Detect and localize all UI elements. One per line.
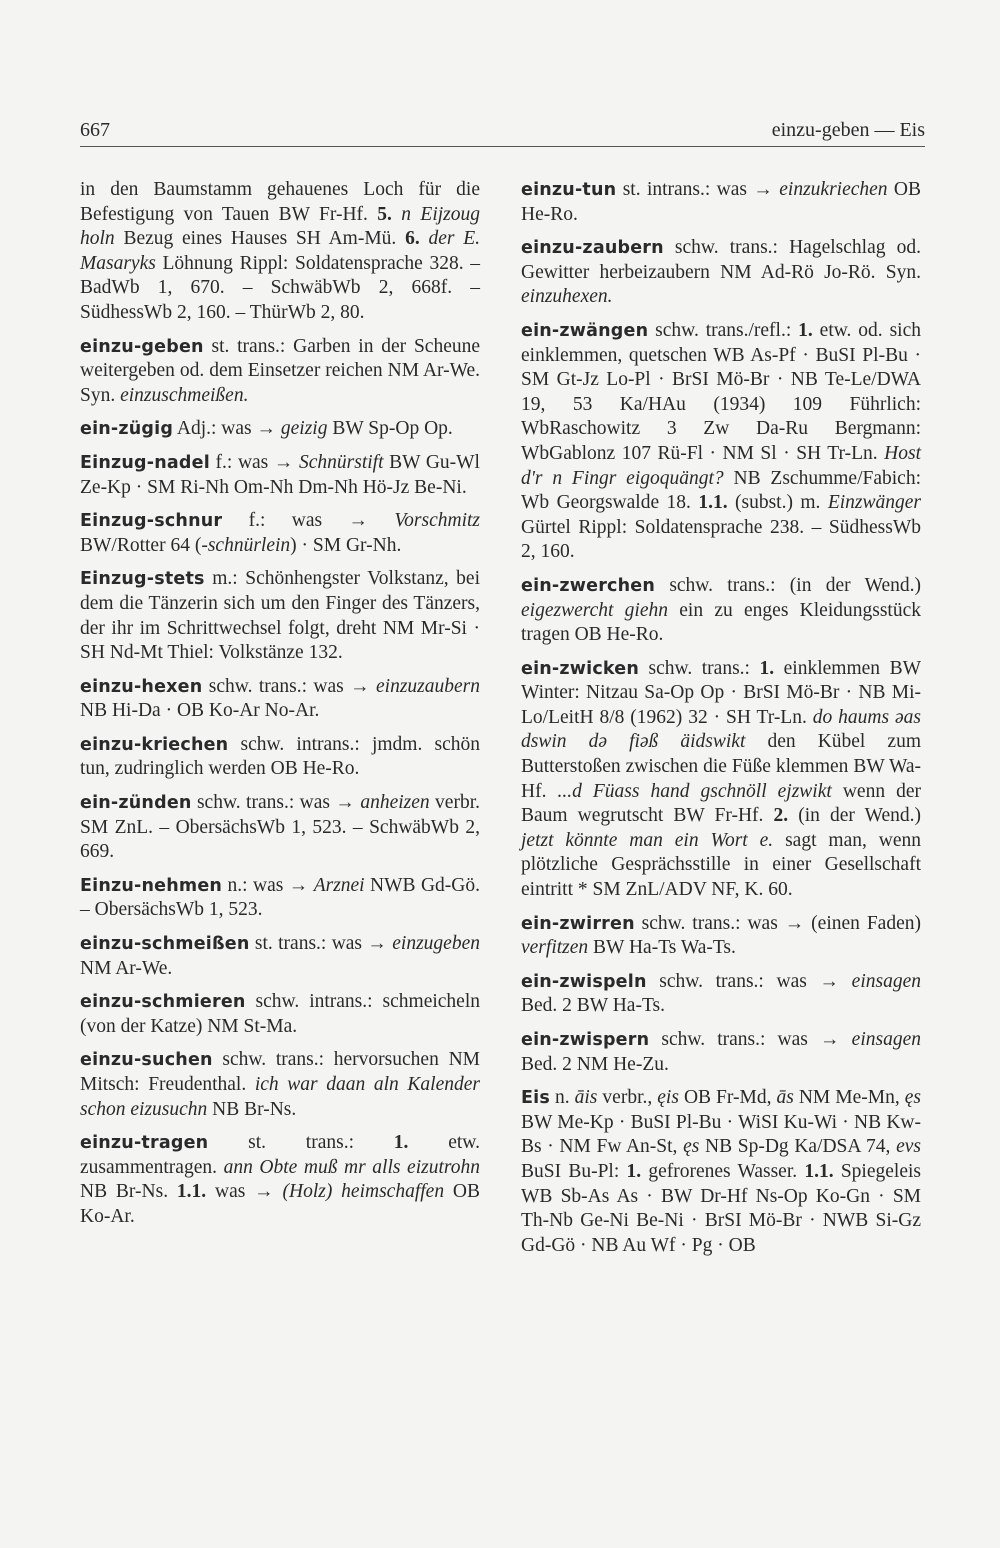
- entry-definition: f.: was → Vorschmitz BW/Rotter 64 (-schnürlein) · SM Gr-Nh.: [80, 510, 480, 556]
- entry-definition: n. āis verbr., ęis OB Fr-Md, ās NM Me-Mn, ęs BW Me-Kp · BuSI Pl-Bu · WiSI Ku-Wi · NB Kw-Bs · NM Fw An-St, ęs NB Sp-Dg Ka/DSA 74, evs BuSI Bu-Pl: 1. gefrorenes Wasser. 1.1. Spiegeleis WB Sb-As As · BW Dr-Hf Ns-Op Ko-Gn · SM Th-Nb Ge-Ni Be-Ni · BrSI Mö-Br · NWB Si-Gz Gd-Gö · NB Au Wf · Pg · OB: [521, 1087, 921, 1256]
- header-rule: [80, 146, 925, 147]
- entry-headword: ein-zügig: [80, 419, 174, 440]
- entry-headword: Einzug-nadel: [80, 452, 210, 473]
- page-number: 667: [80, 119, 110, 141]
- entry-headword: ein-zwängen: [521, 320, 649, 341]
- entry-definition: schw. trans.: was → (einen Faden) verfitzen BW Ha-Ts Wa-Ts.: [521, 912, 921, 959]
- entry-headword: ein-zwirren: [521, 913, 635, 934]
- dictionary-entry: [521, 178, 921, 227]
- dictionary-entry: [521, 970, 921, 1019]
- dictionary-entry: [521, 657, 921, 903]
- dictionary-entry: [80, 791, 480, 865]
- entry-definition: st. intrans.: was → einzukriechen OB He-Ro.: [521, 179, 922, 225]
- running-title: einzu-geben — Eis: [771, 119, 925, 141]
- entry-headword: Einzug-stets: [80, 569, 205, 590]
- entry-continuation: [80, 178, 480, 326]
- entry-headword: Einzu-nehmen: [80, 875, 223, 896]
- entry-headword: Einzug-schnur: [80, 511, 223, 532]
- dictionary-entry: [521, 1028, 921, 1077]
- entry-definition: schw. trans.: was → einsagen Bed. 2 NM He-Zu.: [521, 1029, 921, 1075]
- entry-headword: einzu-schmieren: [80, 992, 246, 1013]
- dictionary-entry: [80, 1048, 480, 1122]
- entry-definition: n.: was → Arznei NWB Gd-Gö. – ObersächsWb 1, 523.: [80, 874, 481, 921]
- entry-headword: einzu-tragen: [80, 1133, 209, 1154]
- dictionary-entry: [521, 319, 921, 565]
- left-column: [80, 178, 480, 1239]
- dictionary-entry: [80, 675, 480, 724]
- entry-headword: einzu-tun: [521, 180, 617, 200]
- dictionary-entry: [80, 417, 480, 442]
- entry-definition: Adj.: was → geizig BW Sp-Op Op.: [173, 418, 453, 440]
- right-column: [521, 178, 921, 1267]
- entry-definition: st. trans.: was → einzugeben NM Ar-We.: [80, 933, 480, 979]
- entry-definition: schw. trans.: (in der Wend.) eigezwercht giehn ein zu enges Kleidungsstück tragen OB He-Ro.: [521, 574, 921, 646]
- entry-headword: ein-zwispern: [521, 1030, 650, 1050]
- dictionary-entry: [80, 567, 480, 665]
- dictionary-entry: [80, 932, 480, 981]
- dictionary-entry: [80, 451, 480, 500]
- dictionary-entry: [521, 236, 921, 310]
- entry-headword: ein-zwispeln: [521, 971, 647, 992]
- entry-definition: schw. trans./refl.: 1. etw. od. sich einklemmen, quetschen WB As-Pf · BuSI Pl-Bu · SM Gt-Jz Lo-Pl · BrSI Mö-Br · NB Te-Le/DWA 19, 53 Ka/HAu (1934) 109 Führlich: WbRaschowitz 3 Zw Da-Ru Bergmann: WbGablonz 107 Rü-Fl · NM Sl · SH Tr-Ln. Host d'r n Fingr eigoquängt? NB Zschumme/Fabich: Wb Georgswalde 18. 1.1. (subst.) m. Einzwänger Gürtel Rippl: Soldatensprache 238. – SüdhessWb 2, 160.: [521, 319, 922, 563]
- dictionary-entry: [521, 1086, 921, 1258]
- entry-definition: st. trans.: Garben in der Scheune weitergeben od. dem Einsetzer reichen NM Ar-We. Syn. einzuschmeißen.: [80, 335, 480, 406]
- dictionary-entry: [80, 874, 480, 923]
- entry-headword: ein-zünden: [80, 793, 192, 814]
- dictionary-entry: [80, 733, 480, 782]
- entry-definition: schw. trans.: was → einsagen Bed. 2 BW Ha-Ts.: [521, 970, 921, 1017]
- entry-definition: f.: was → Schnürstift BW Gu-Wl Ze-Kp · SM Ri-Nh Om-Nh Dm-Nh Hö-Jz Be-Ni.: [80, 451, 480, 498]
- dictionary-entry: [80, 509, 480, 558]
- dictionary-entry: [80, 335, 480, 409]
- entry-headword: ein-zwerchen: [521, 575, 656, 596]
- entry-definition: in den Baumstamm gehauenes Loch für die Befestigung von Tauen BW Fr-Hf. 5. n Eijzoug holn Bezug eines Hauses SH Am-Mü. 6. der E. Masaryks Löhnung Rippl: Soldatensprache 328. – BadWb 1, 670. – SchwäbWb 2, 668f. – SüdhessWb 2, 160. – ThürWb 2, 80.: [80, 179, 481, 323]
- entry-definition: st. trans.: 1. etw. zusammentragen. ann Obte muß mr alls eizutrohn NB Br-Ns. 1.1. was → (Holz) heimschaffen OB Ko-Ar.: [80, 1132, 481, 1227]
- entry-headword: ein-zwicken: [521, 658, 640, 679]
- dictionary-entry: [80, 1131, 480, 1229]
- dictionary-entry: [80, 990, 480, 1039]
- entry-definition: schw. trans.: was → einzuzaubern NB Hi-Da · OB Ko-Ar No-Ar.: [80, 675, 480, 722]
- entry-headword: einzu-geben: [80, 336, 204, 357]
- entry-definition: schw. trans.: 1. einklemmen BW Winter: Nitzau Sa-Op Op · BrSI Mö-Br · NB Mi-Lo/LeitH 8/8 (1962) 32 · SH Tr-Ln. do haums əas dswin də fiəß äidswikt den Kübel zum Butterstoßen zwischen die Füße klemmen BW Wa-Hf. ...d Füass hand gschnöll ejzwikt wenn der Baum wegrutscht BW Fr-Hf. 2. (in der Wend.) jetzt könnte man ein Wort e. sagt man, wenn plötzliche Gesprächsstille in einer Gesellschaft eintritt * SM ZnL/ADV NF, K. 60.: [521, 657, 922, 901]
- entry-headword: einzu-zaubern: [521, 238, 664, 259]
- dictionary-entry: [521, 912, 921, 961]
- entry-headword: einzu-hexen: [80, 676, 203, 697]
- entry-definition: schw. intrans.: schmeicheln (von der Katze) NM St-Ma.: [80, 991, 480, 1037]
- entry-headword: einzu-suchen: [80, 1050, 213, 1071]
- entry-definition: schw. trans.: was → anheizen verbr. SM ZnL. – ObersächsWb 1, 523. – SchwäbWb 2, 669.: [80, 792, 480, 863]
- entry-definition: schw. intrans.: jmdm. schön tun, zudringlich werden OB He-Ro.: [80, 733, 480, 780]
- entry-definition: m.: Schönhengster Volkstanz, bei dem die Tänzerin sich um den Finger des Tänzers, der ihr im Schrittwechsel folgt, dreht NM Mr-Si · SH Nd-Mt Thiel: Volkstänze 132.: [80, 568, 480, 664]
- dictionary-entry: [521, 574, 921, 648]
- entry-headword: einzu-kriechen: [80, 734, 229, 755]
- entry-headword: Eis: [521, 1088, 550, 1109]
- entry-definition: schw. trans.: Hagelschlag od. Gewitter herbeizaubern NM Ad-Rö Jo-Rö. Syn. einzuhexen.: [521, 237, 921, 308]
- entry-headword: einzu-schmeißen: [80, 934, 250, 955]
- entry-definition: schw. trans.: hervorsuchen NM Mitsch: Freudenthal. ich war daan aln Kalender schon eizusuchn NB Br-Ns.: [80, 1049, 480, 1120]
